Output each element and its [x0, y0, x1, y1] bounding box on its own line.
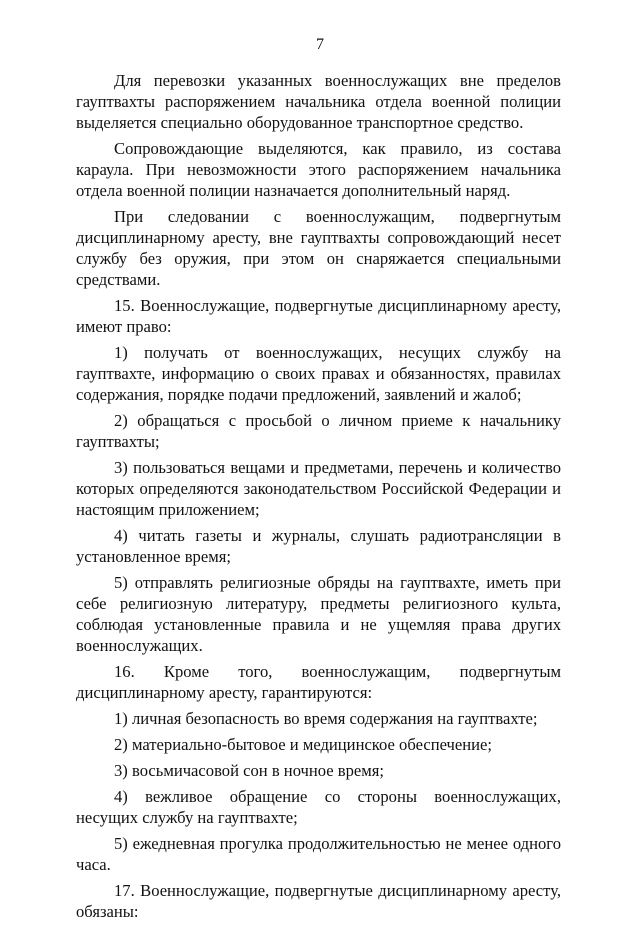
paragraph-escort-duty: При следовании с военнослужащим, подвергнутым дисциплинарному аресту, вне гауптвахты сопровождающий несет службу без оружия, при этом он снаряжается специальными средствами.: [76, 207, 561, 289]
paragraph-section-15: 15. Военнослужащие, подвергнутые дисциплинарному аресту, имеют право:: [76, 296, 561, 336]
list-item-15-4: 4) читать газеты и журналы, слушать радиотрансляции в установленное время;: [76, 526, 561, 566]
list-item-15-1: 1) получать от военнослужащих, несущих службу на гауптвахте, информацию о своих правах и обязанностях, правилах содержания, порядке подачи предложений, заявлений и жалоб;: [76, 343, 561, 404]
list-item-15-3: 3) пользоваться вещами и предметами, перечень и количество которых определяются законодательством Российской Федерации и настоящим приложением;: [76, 458, 561, 519]
paragraph-section-17: 17. Военнослужащие, подвергнутые дисциплинарному аресту, обязаны:: [76, 881, 561, 921]
paragraph-section-16: 16. Кроме того, военнослужащим, подвергнутым дисциплинарному аресту, гарантируются:: [76, 662, 561, 702]
list-item-16-2: 2) материально-бытовое и медицинское обеспечение;: [114, 735, 492, 754]
list-item-15-5: 5) отправлять религиозные обряды на гауптвахте, иметь при себе религиозную литературу, предметы религиозного культа, соблюдая установленные правила и не ущемляя права других военнослужащих.: [76, 573, 561, 655]
list-item-16-5: 5) ежедневная прогулка продолжительностью не менее одного часа.: [76, 834, 561, 874]
document-body: [76, 70, 561, 927]
list-item-15-2: 2) обращаться с просьбой о личном приеме к начальнику гауптвахты;: [76, 411, 561, 451]
paragraph-escorts: Сопровождающие выделяются, как правило, из состава караула. При невозможности этого распоряжением начальника отдела военной полиции назначается дополнительный наряд.: [76, 139, 561, 200]
list-item-16-1: 1) личная безопасность во время содержания на гауптвахте;: [114, 709, 538, 728]
page-number: 7: [316, 36, 324, 53]
paragraph-transport: Для перевозки указанных военнослужащих вне пределов гауптвахты распоряжением начальника отдела военной полиции выделяется специально оборудованное транспортное средство.: [76, 71, 561, 132]
list-item-16-4: 4) вежливое обращение со стороны военнослужащих, несущих службу на гауптвахте;: [76, 787, 561, 827]
list-item-16-3: 3) восьмичасовой сон в ночное время;: [114, 761, 385, 780]
